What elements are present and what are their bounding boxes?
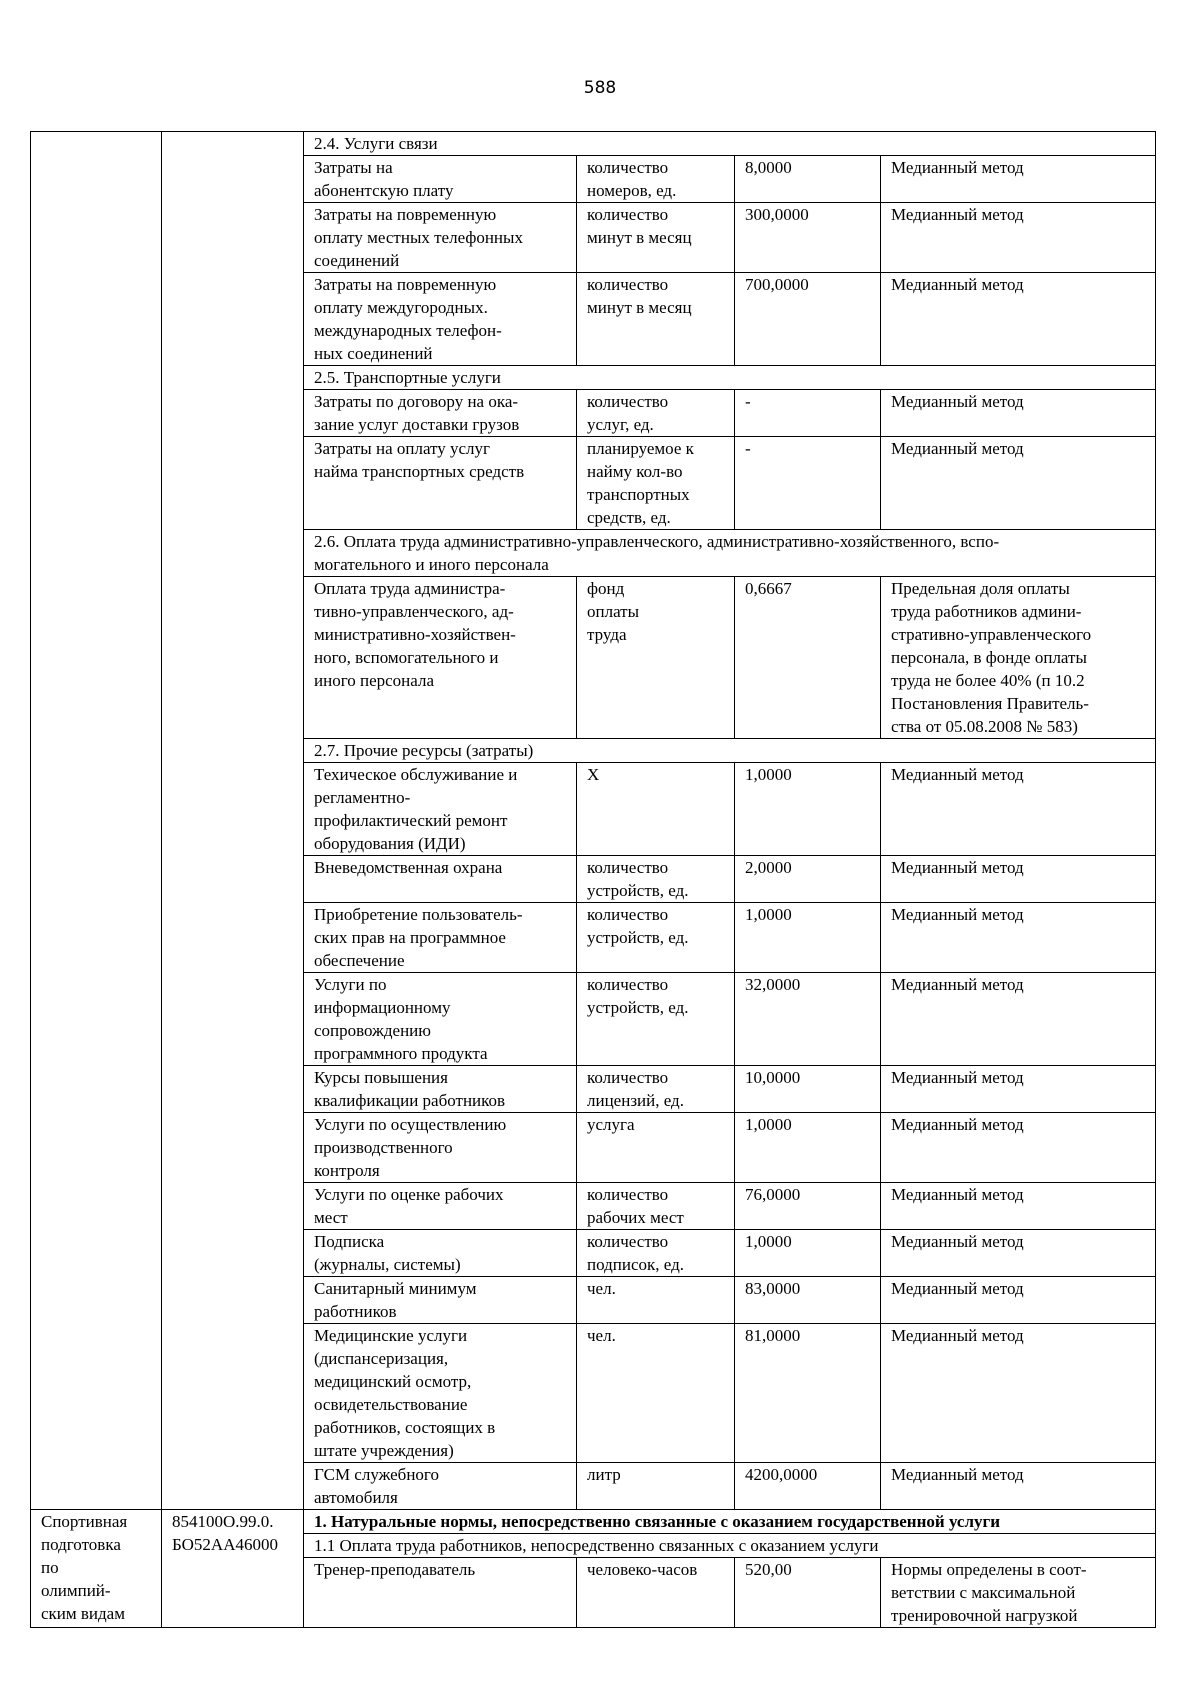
value: 0,6667 (735, 577, 881, 739)
cost-name: Подписка (журналы, системы) (304, 1230, 577, 1277)
method: Медианный метод (881, 273, 1156, 366)
subsection-header: 1.1 Оплата труда работников, непосредственно связанных с оказанием услуги (304, 1534, 1156, 1558)
value: - (735, 437, 881, 530)
method: Нормы определены в соот- ветствии с максимальной тренировочной нагрузкой (881, 1558, 1156, 1628)
value: 700,0000 (735, 273, 881, 366)
value: 81,0000 (735, 1324, 881, 1463)
cost-name: Тренер-преподаватель (304, 1558, 577, 1628)
method: Медианный метод (881, 1183, 1156, 1230)
unit: услуга (577, 1113, 735, 1183)
unit: фонд оплаты труда (577, 577, 735, 739)
section-header-row (31, 132, 1156, 156)
unit: количество устройств, ед. (577, 856, 735, 903)
cost-name: Оплата труда администра- тивно-управленческого, ад- министративно-хозяйствен- ного, вспомогательного и иного персонала (304, 577, 577, 739)
service-code: 854100О.99.0. БО52АА46000 (162, 1510, 304, 1628)
unit: количество минут в месяц (577, 273, 735, 366)
unit: планируемое к найму кол-во транспортных средств, ед. (577, 437, 735, 530)
value: 10,0000 (735, 1066, 881, 1113)
cost-name: Приобретение пользователь- ских прав на программное обеспечение (304, 903, 577, 973)
method: Медианный метод (881, 903, 1156, 973)
value: 1,0000 (735, 1113, 881, 1183)
method: Медианный метод (881, 390, 1156, 437)
cost-name: Затраты на оплату услуг найма транспортных средств (304, 437, 577, 530)
method: Медианный метод (881, 437, 1156, 530)
method: Медианный метод (881, 156, 1156, 203)
unit: количество услуг, ед. (577, 390, 735, 437)
section-header: 1. Натуральные нормы, непосредственно связанные с оказанием государственной услуги (304, 1510, 1156, 1534)
unit: литр (577, 1463, 735, 1510)
method: Предельная доля оплаты труда работников админи- стративно-управленческого персонала, в фонде оплаты труда не более 40% (п 10.2 Постановления Правитель- ства от 05.08.2008 № 583) (881, 577, 1156, 739)
norms-table (30, 131, 1156, 1628)
method: Медианный метод (881, 1324, 1156, 1463)
unit: чел. (577, 1324, 735, 1463)
value: 32,0000 (735, 973, 881, 1066)
section-header: 2.7. Прочие ресурсы (затраты) (304, 739, 1156, 763)
value: 2,0000 (735, 856, 881, 903)
value: 83,0000 (735, 1277, 881, 1324)
cost-name: Затраты на повременную оплату междугородных. международных телефон- ных соединений (304, 273, 577, 366)
unit: X (577, 763, 735, 856)
method: Медианный метод (881, 203, 1156, 273)
cost-name: Услуги по оценке рабочих мест (304, 1183, 577, 1230)
value: 520,00 (735, 1558, 881, 1628)
unit: количество минут в месяц (577, 203, 735, 273)
cost-name: Услуги по информационному сопровождению программного продукта (304, 973, 577, 1066)
unit: количество устройств, ед. (577, 903, 735, 973)
value: 8,0000 (735, 156, 881, 203)
unit: количество лицензий, ед. (577, 1066, 735, 1113)
service-header-row (31, 1510, 1156, 1534)
cost-name: Санитарный минимум работников (304, 1277, 577, 1324)
cost-name: Медицинские услуги (диспансеризация, медицинский осмотр, освидетельствование работников, состоящих в штате учреждения) (304, 1324, 577, 1463)
method: Медианный метод (881, 763, 1156, 856)
method: Медианный метод (881, 973, 1156, 1066)
section-header: 2.6. Оплата труда административно-управленческого, административно-хозяйственного, вспо- могательного и иного персонала (304, 530, 1156, 577)
unit: количество номеров, ед. (577, 156, 735, 203)
cost-name: Техическое обслуживание и регламентно- профилактический ремонт оборудования (ИДИ) (304, 763, 577, 856)
value: 1,0000 (735, 1230, 881, 1277)
value: 4200,0000 (735, 1463, 881, 1510)
page-number: 588 (583, 78, 617, 98)
unit: человеко-часов (577, 1558, 735, 1628)
cost-name: ГСМ служебного автомобиля (304, 1463, 577, 1510)
method: Медианный метод (881, 1463, 1156, 1510)
value: 300,0000 (735, 203, 881, 273)
cost-name: Затраты по договору на ока- зание услуг доставки грузов (304, 390, 577, 437)
method: Медианный метод (881, 1066, 1156, 1113)
value: - (735, 390, 881, 437)
cost-name: Затраты на абонентскую плату (304, 156, 577, 203)
service-code-cell-empty (162, 132, 304, 1510)
value: 1,0000 (735, 903, 881, 973)
unit: количество подписок, ед. (577, 1230, 735, 1277)
section-header: 2.4. Услуги связи (304, 132, 1156, 156)
cost-name: Вневедомственная охрана (304, 856, 577, 903)
unit: чел. (577, 1277, 735, 1324)
value: 1,0000 (735, 763, 881, 856)
section-header: 2.5. Транспортные услуги (304, 366, 1156, 390)
method: Медианный метод (881, 1230, 1156, 1277)
unit: количество устройств, ед. (577, 973, 735, 1066)
cost-name: Затраты на повременную оплату местных телефонных соединений (304, 203, 577, 273)
unit: количество рабочих мест (577, 1183, 735, 1230)
cost-name: Курсы повышения квалификации работников (304, 1066, 577, 1113)
service-name-cell-empty (31, 132, 162, 1510)
method: Медианный метод (881, 1277, 1156, 1324)
service-name: Спортивная подготовка по олимпий- ским видам (31, 1510, 162, 1628)
cost-name: Услуги по осуществлению производственного контроля (304, 1113, 577, 1183)
value: 76,0000 (735, 1183, 881, 1230)
method: Медианный метод (881, 856, 1156, 903)
method: Медианный метод (881, 1113, 1156, 1183)
